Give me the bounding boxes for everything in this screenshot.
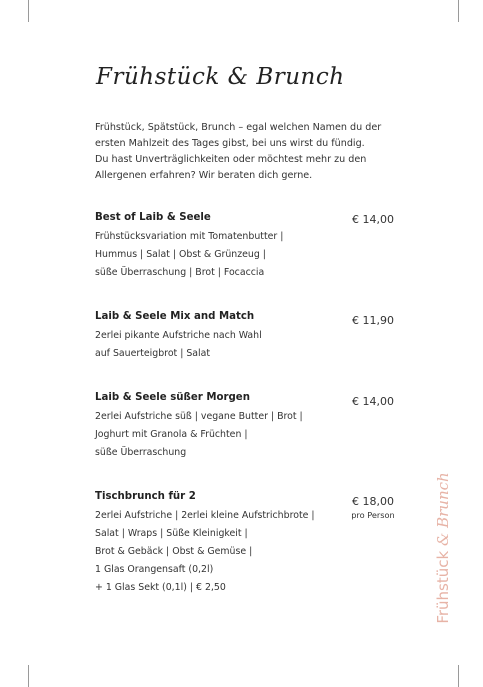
menu-item-name: Best of Laib & Seele [95, 212, 211, 223]
menu-item-price [345, 314, 401, 328]
intro-line: Frühstück, Spätstück, Brunch – egal welchen Namen du der [95, 122, 382, 133]
menu-item-best-of [95, 211, 335, 282]
page-title: Frühstück & Brunch [96, 64, 345, 90]
menu-item-description [95, 507, 335, 597]
menu-item-mix-and-match [95, 310, 335, 363]
description-line: Brot & Gebäck | Obst & Gemüse | [95, 546, 253, 557]
crop-mark-top-right [458, 0, 459, 22]
description-line: Salat | Wraps | Süße Kleinigkeit | [95, 528, 248, 539]
intro-line: Du hast Unverträglichkeiten oder möchtest mehr zu den [95, 154, 367, 165]
description-line: 2erlei Aufstriche süß | vegane Butter | Brot | [95, 411, 303, 422]
description-line: süße Überraschung [95, 447, 187, 458]
intro-line: Allergenen erfahren? Wir beraten dich gerne. [95, 170, 313, 181]
menu-item-price [345, 213, 401, 227]
price-value: € 18,00 [352, 495, 394, 508]
menu-item-name: Laib & Seele süßer Morgen [95, 392, 250, 403]
price-value: € 11,90 [352, 314, 394, 327]
description-line: Frühstücksvariation mit Tomatenbutter | [95, 231, 284, 242]
side-label-part1: Frühstück [434, 550, 452, 624]
side-label [430, 463, 456, 633]
menu-item-name: Laib & Seele Mix and Match [95, 311, 255, 322]
menu-item-tischbrunch [95, 490, 335, 597]
description-line: Hummus | Salat | Obst & Grünzeug | [95, 249, 266, 260]
menu-item-price [345, 395, 401, 409]
description-line: auf Sauerteigbrot | Salat [95, 348, 211, 359]
crop-mark-top-left [28, 0, 29, 22]
description-line: 1 Glas Orangensaft (0,2l) [95, 564, 214, 575]
description-line: 2erlei pikante Aufstriche nach Wahl [95, 330, 262, 341]
menu-item-suesser-morgen [95, 391, 335, 462]
intro-text [95, 120, 395, 184]
intro-line: ersten Mahlzeit des Tages gibst, bei uns wirst du fündig. [95, 138, 365, 149]
price-value: € 14,00 [352, 213, 394, 226]
menu-item-description [95, 228, 335, 282]
price-value: € 14,00 [352, 395, 394, 408]
price-note: pro Person [351, 510, 395, 520]
side-label-part2: & Brunch [434, 472, 452, 547]
menu-item-description [95, 408, 335, 462]
crop-mark-bottom-left [28, 665, 29, 687]
description-line: süße Überraschung | Brot | Focaccia [95, 267, 265, 278]
description-line: 2erlei Aufstriche | 2erlei kleine Aufstrichbrote | [95, 510, 315, 521]
crop-mark-bottom-right [458, 665, 459, 687]
description-line: + 1 Glas Sekt (0,1l) | € 2,50 [95, 582, 226, 593]
menu-item-price [345, 495, 401, 521]
description-line: Joghurt mit Granola & Früchten | [95, 429, 248, 440]
menu-item-name: Tischbrunch für 2 [95, 491, 196, 502]
menu-item-description [95, 327, 335, 363]
